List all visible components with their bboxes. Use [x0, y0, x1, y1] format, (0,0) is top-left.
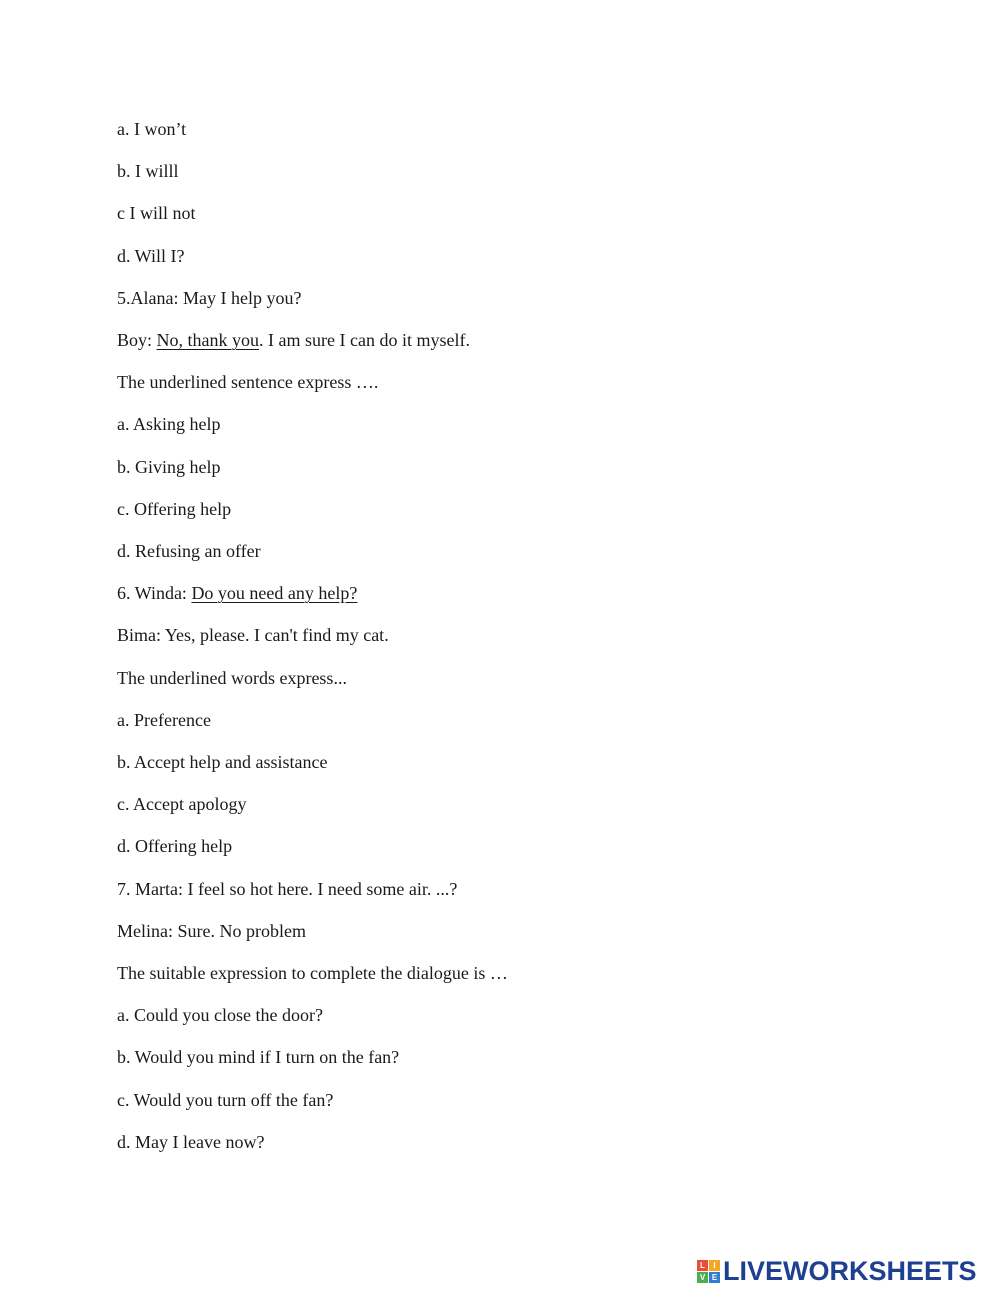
text-line-with-underline	[117, 582, 357, 604]
text-line: The underlined words express...	[117, 668, 347, 688]
liveworksheets-logo	[697, 1255, 977, 1287]
text-line: c I will not	[117, 203, 196, 223]
text-line: b. I willl	[117, 161, 179, 181]
text-line: c. Accept apology	[117, 794, 247, 814]
live-logo-icon	[697, 1260, 720, 1283]
brand-name: LIVEWORKSHEETS	[723, 1255, 977, 1286]
line-prefix: 6. Winda:	[117, 583, 192, 603]
underlined-phrase: Do you need any help?	[191, 583, 358, 603]
text-line-with-underline	[117, 329, 470, 351]
text-line: d. Offering help	[117, 836, 233, 856]
line-suffix: . I am sure I can do it myself.	[259, 330, 470, 350]
logo-letter-l: L	[697, 1260, 708, 1271]
underlined-phrase: No, thank you	[156, 330, 260, 350]
text-line: b. Giving help	[117, 457, 221, 477]
text-line: d. Refusing an offer	[117, 541, 261, 561]
logo-letter-v: V	[697, 1272, 708, 1283]
text-line: The underlined sentence express ….	[117, 372, 379, 392]
text-line: Bima: Yes, please. I can't find my cat.	[117, 625, 389, 645]
text-line: The suitable expression to complete the dialogue is …	[117, 963, 508, 983]
text-line: b. Accept help and assistance	[117, 752, 328, 772]
text-line: c. Would you turn off the fan?	[117, 1090, 334, 1110]
line-prefix: Boy:	[117, 330, 157, 350]
text-line: d. May I leave now?	[117, 1132, 265, 1152]
text-line: a. Preference	[117, 710, 211, 730]
text-line: c. Offering help	[117, 499, 232, 519]
text-line: Melina: Sure. No problem	[117, 921, 306, 941]
text-line: a. Could you close the door?	[117, 1005, 323, 1025]
text-line: 7. Marta: I feel so hot here. I need some air. ...?	[117, 879, 458, 899]
logo-letter-e: E	[709, 1272, 720, 1283]
text-line: d. Will I?	[117, 246, 185, 266]
text-line: 5.Alana: May I help you?	[117, 288, 302, 308]
text-line: a. Asking help	[117, 414, 221, 434]
logo-letter-i: I	[709, 1260, 720, 1271]
text-line: a. I won’t	[117, 119, 187, 139]
text-line: b. Would you mind if I turn on the fan?	[117, 1047, 400, 1067]
